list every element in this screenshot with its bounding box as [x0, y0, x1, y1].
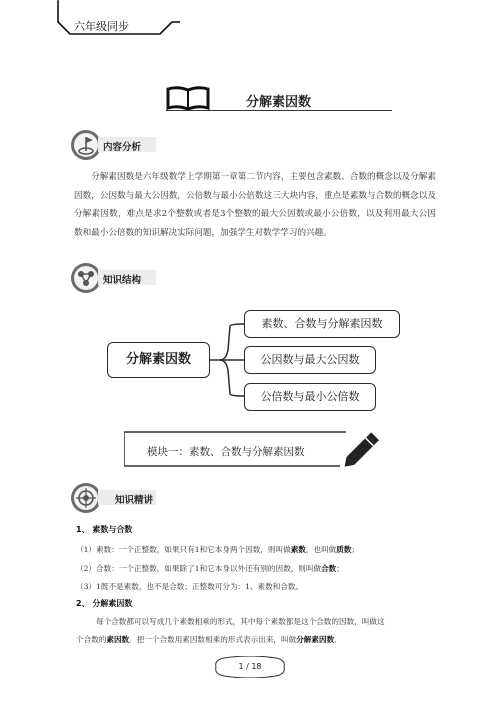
intro-paragraph: 分解素因数是六年级数学上学期第一章第二节内容，主要包含素数、合数的概念以及分解素因数，公因数与最大公因数，公倍数与最小公倍数这三大块内容，重点是素数与合数的概念以及分解素因数，难点是求2个整数或者是3个整数的最大公因数或最小公倍数，以及利用最大公因数和最小公倍数的知识解决实际问题，加强学生对数学学习的兴趣。	[74, 172, 436, 238]
knowledge-line-2: （2）合数：一个正整数，如果除了1和它本身以外还有别的因数，则叫做合数；	[76, 564, 344, 573]
section-title-explanation: 知识精讲	[115, 495, 154, 506]
knowledge-paragraph-line-1: 每个合数都可以写成几个素数相乘的形式，其中每个素数都是这个合数的因数，叫做这	[96, 617, 385, 626]
knowledge-paragraph-line-2: 个合数的素因数．把一个合数用素因数相乘的形式表示出来，叫做分解素因数．	[76, 635, 342, 644]
knowledge-heading-2: 2、 分解素因数	[76, 599, 133, 608]
pencil-icon	[340, 430, 384, 470]
section-title-structure: 知识结构	[103, 275, 142, 286]
title-underline	[166, 110, 392, 111]
knowledge-line-3: （3）1既不是素数，也不是合数；正整数可分为：1、素数和合数。	[76, 582, 304, 591]
grade-label: 六年级同步	[74, 20, 129, 33]
mind-map-branch-1: 素数、合数与分解素因数	[244, 310, 400, 338]
mind-map-branch-2: 公因数与最大公因数	[244, 346, 376, 374]
knowledge-line-1: （1）素数：一个正整数，如果只有1和它本身两个因数，则叫做素数，也叫做质数；	[76, 545, 360, 554]
module-title: 模块一：素数、合数与分解素因数	[147, 446, 305, 458]
knowledge-heading-1: 1、 素数与合数	[76, 525, 133, 534]
mind-map-center: 分解素因数	[107, 342, 210, 378]
section-title-analysis: 内容分析	[103, 142, 142, 153]
open-book-icon	[166, 86, 210, 110]
page-title: 分解素因数	[246, 95, 312, 110]
mind-map-branch-3: 公倍数与最小公倍数	[244, 383, 376, 411]
page-number: 1 / 18	[238, 662, 262, 671]
